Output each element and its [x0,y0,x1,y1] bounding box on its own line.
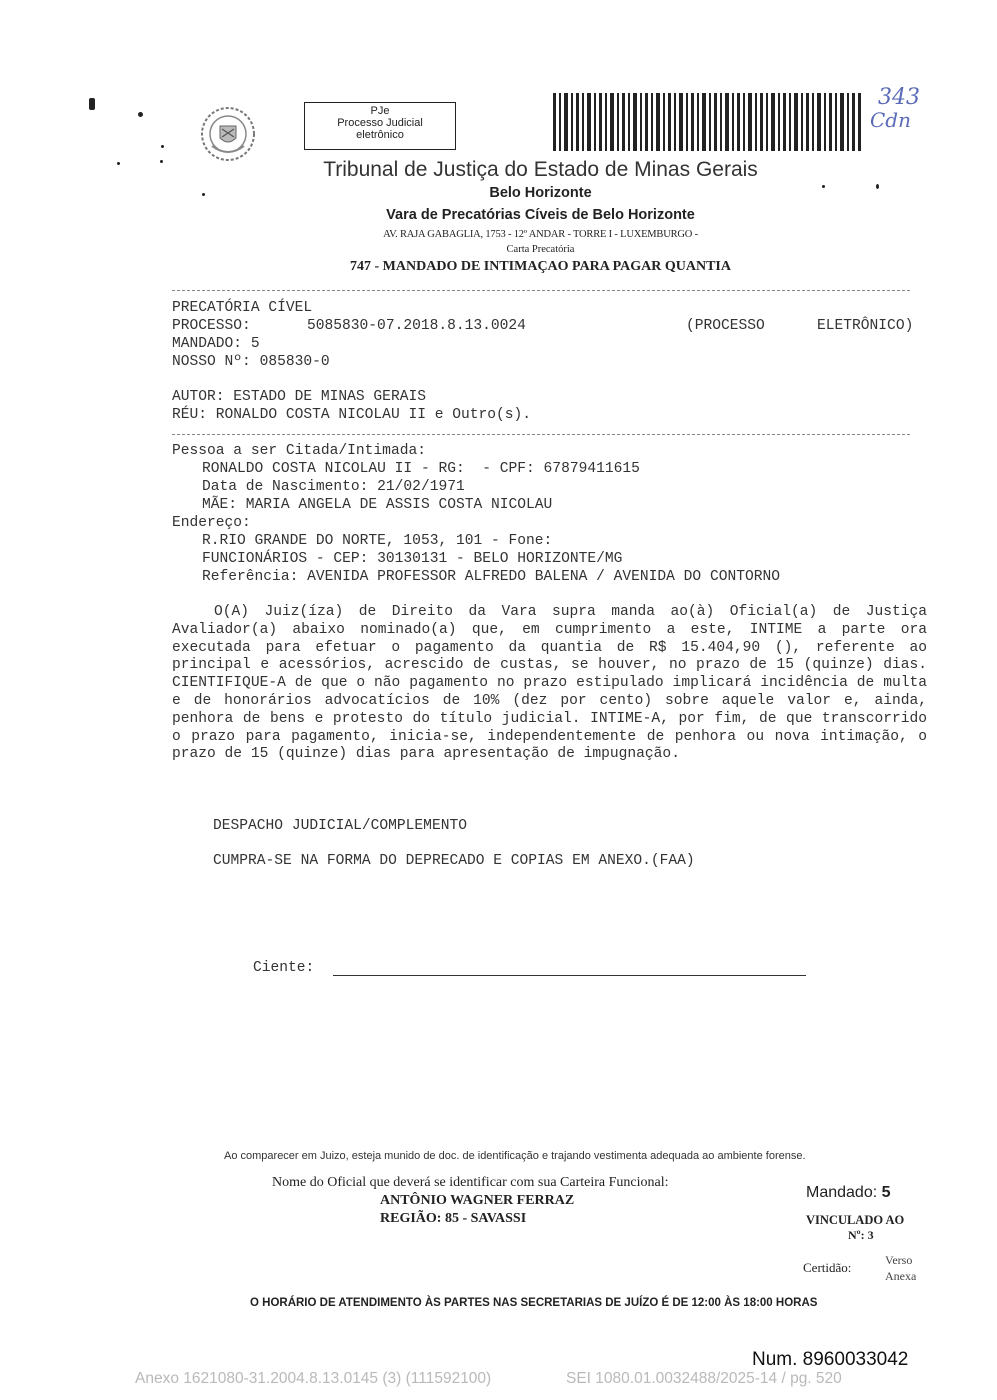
despacho-text: CUMPRA-SE NA FORMA DO DEPRECADO E COPIAS EM ANEXO.(FAA) [213,853,695,869]
form-title: 747 - MANDADO DE INTIMAÇAO PARA PAGAR QUANTIA [350,259,731,274]
vinculado-value: Nº: 3 [848,1228,874,1242]
pje-label: PJe [370,105,390,117]
officer-name: ANTÔNIO WAGNER FERRAZ [380,1193,575,1208]
scan-speck [161,145,164,148]
scan-speck [138,112,143,117]
scan-speck [89,98,95,110]
processo-type-close: ELETRÔNICO) [817,318,914,334]
nosso-numero: NOSSO Nº: 085830-0 [172,354,330,370]
certidao-verso: Verso [885,1253,913,1267]
certidao-label: Certidão: [803,1260,852,1275]
order-paragraph: O(A) Juiz(íza) de Direito da Vara supra manda ao(à) Oficial(a) de Justiça Avaliador(a) abaixo nominado(a) que, em cumprimento a este, INTIME a parte ora executada para efetuar o pagamento da quantia de R$ 15.404,90 (), referente ao principal e acessórios, acrescido de custas, se houver, no prazo de 15 (quinze) dias. CIENTIFIQUE-A de que o não pagamento no prazo estipulado implicará incidência de multa e de honorários advocatícios de 10% (dez por cento) sobre aquele valor e, ainda, penhora de bens e protesto do título judicial. INTIME-A, por fim, de que transcorrido o prazo para pagamento, inicia-se, independentemente de penhora ou nova intimação, o prazo de 15 (quinze) dias para apresentação de impugnação. [172,604,927,763]
pje-subtitle: Processo Judicial [337,117,423,129]
vinculado-label: VINCULADO AO [806,1213,905,1227]
document-type: Carta Precatória [506,244,575,255]
coat-of-arms-logo [198,104,258,164]
mandado-footer-value: 5 [881,1184,891,1201]
precatoria-label: PRECATÓRIA CÍVEL [172,300,313,316]
barcode [553,93,861,151]
separator [172,434,910,435]
certidao-anexa: Anexa [885,1269,917,1283]
processo-type-open: (PROCESSO [686,318,765,334]
person-heading: Pessoa a ser Citada/Intimada: [172,443,426,459]
court-title: Tribunal de Justiça do Estado de Minas Gerais [323,158,758,181]
autor-line: AUTOR: ESTADO DE MINAS GERAIS [172,389,426,405]
office-hours: O HORÁRIO DE ATENDIMENTO ÀS PARTES NAS SECRETARIAS DE JUÍZO É DE 12:00 ÀS 18:00 HORAS [250,1297,818,1309]
officer-intro: Nome do Oficial que deverá se identificar com sua Carteira Funcional: [272,1175,669,1190]
address-reference: Referência: AVENIDA PROFESSOR ALFREDO BALENA / AVENIDA DO CONTORNO [202,569,781,585]
despacho-heading: DESPACHO JUDICIAL/COMPLEMENTO [213,818,467,834]
person-name-line: RONALDO COSTA NICOLAU II - RG: - CPF: 67879411615 [202,461,640,477]
anexo-reference: Anexo 1621080-31.2004.8.13.0145 (3) (111592100) [135,1370,492,1387]
identification-notice: Ao comparecer em Juizo, esteja munido de doc. de identificação e trajando vestimenta adequada ao ambiente forense. [224,1150,806,1162]
mandado-number: MANDADO: 5 [172,336,260,352]
signature-line[interactable] [333,975,806,976]
document-number: Num. 8960033042 [752,1349,909,1370]
city-heading: Belo Horizonte [489,185,592,201]
officer-region: REGIÃO: 85 - SAVASSI [380,1211,527,1226]
separator [172,290,910,291]
court-address: AV. RAJA GABAGLIA, 1753 - 12º ANDAR - TORRE I - LUXEMBURGO - [383,229,698,240]
address-label: Endereço: [172,515,251,531]
pje-logo-box [304,102,456,150]
address-line-1: R.RIO GRANDE DO NORTE, 1053, 101 - Fone: [202,533,553,549]
vara-heading: Vara de Precatórias Cíveis de Belo Horizonte [386,207,695,223]
mandado-footer-label: Mandado: [806,1184,878,1201]
handwritten-initials: Cdn [870,108,911,132]
processo-number: 5085830-07.2018.8.13.0024 [307,318,526,334]
person-birthdate: Data de Nascimento: 21/02/1971 [202,479,465,495]
pje-subtitle-2: eletrônico [356,129,404,141]
processo-label: PROCESSO: [172,318,251,334]
ciente-label: Ciente: [253,960,315,976]
reu-line: RÉU: RONALDO COSTA NICOLAU II e Outro(s). [172,407,532,423]
sei-reference: SEI 1080.01.0032488/2025-14 / pg. 520 [566,1370,842,1387]
handwritten-page-number: 343 [878,85,920,110]
mandado-footer [806,1184,891,1202]
person-mother: MÃE: MARIA ANGELA DE ASSIS COSTA NICOLAU [202,497,553,513]
address-line-2: FUNCIONÁRIOS - CEP: 30130131 - BELO HORIZONTE/MG [202,551,623,567]
